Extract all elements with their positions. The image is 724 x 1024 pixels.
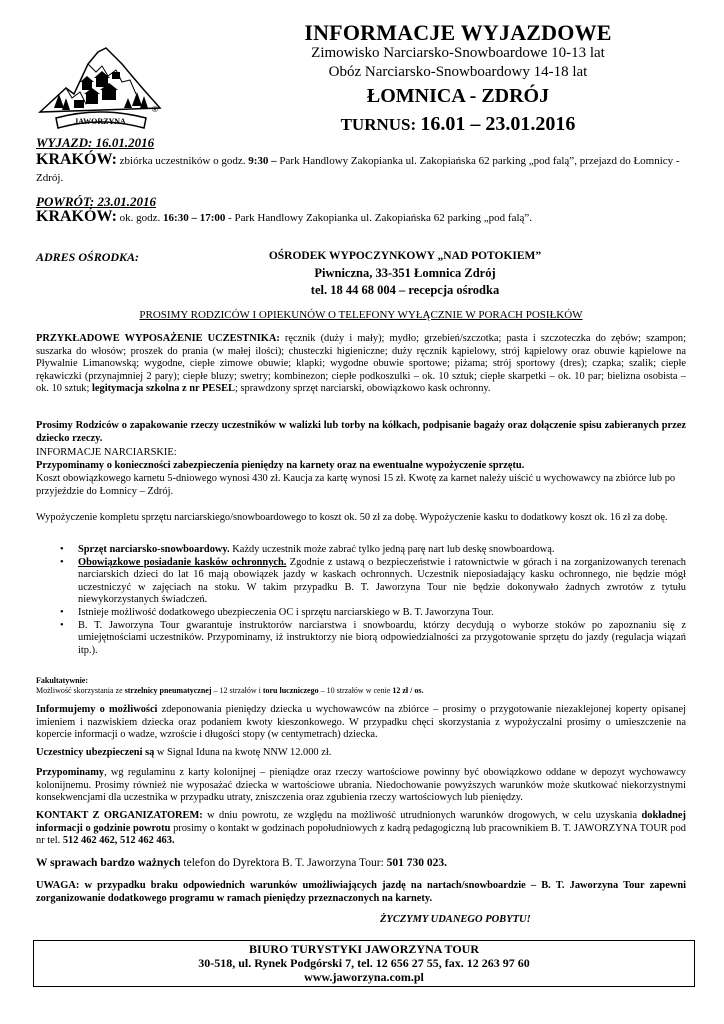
footer-company: BIURO TURYSTYKI JAWORZYNA TOUR: [249, 942, 479, 956]
location-title: ŁOMNICA - ZDRÓJ: [366, 85, 550, 107]
optional-label: Fakultatywnie:: [36, 676, 88, 685]
list-item: • Istnieje możliwość dodatkowego ubezpieczenia OC i sprzętu narciarskiego w B. T. Jaworzyna Tour.: [60, 606, 494, 618]
ski-pass-cost: Koszt obowiązkowego karnetu 5-dniowego wynosi 430 zł. Kaucja za kartę wynosi 15 zł. Kwotę za karnet należy uiścić u wychowawcy na zbiórce lub po przyjeździe do Łomnicy – Zdrój.: [36, 473, 676, 497]
bullet-mark: •: [60, 606, 64, 618]
packing-note: Prosimy Rodziców o zapakowanie rzeczy uczestników w walizki lub torby na kółkach, podpisanie bagaży oraz dołączenie spisu zabieranych przez dziecko rzeczy.: [36, 420, 686, 444]
bullet-mark: •: [60, 556, 64, 568]
equipment-paragraph: PRZYKŁADOWE WYPOSAŻENIE UCZESTNIKA: ręcznik (duży i mały); mydło; grzebień/szczotka; pasta i szczoteczka do zębów; szampon; suszarka do włosów; proszek do prania (w małej ilości); chusteczki higieniczne; duży ręcznik kąpielowy, strój kąpielowy oraz obuwie kąpielowe na Pływalnie Limanowską; wygodne, ciepłe zimowe obuwie; klapki; wygodne obuwie sportowe; piżama; strój sportowy (dres); czapka; szalik; ciepłe rękawiczki (przynajmniej 2 pary); ciepłe bluzy; swetry; kombinezon; ciepłe podkoszulki – ok. 10 sztuk; ciepłe skarpetki – ok. 10 par; bielizna osobista – ok. 10 sztuk; legitymacja szkolna z nr PESEL; sprawdzony sprzęt narciarski, obowiązkowo kask ochronny.: [36, 333, 686, 395]
warning-paragraph: UWAGA: w przypadku braku odpowiednich warunków umożliwiających jazdę na nartach/snowboardzie – B. T. Jaworzyna Tour zapewni zorganizowanie dodatkowego programu w ramach pieniędzy przeznaczonych na karnety.: [36, 880, 686, 904]
turnus-label: TURNUS:: [340, 115, 421, 134]
director-paragraph: W sprawach bardzo ważnych telefon do Dyrektora B. T. Jaworzyna Tour: 501 730 023.: [36, 857, 448, 869]
closing-wish: ŻYCZYMY UDANEGO POBYTU!: [380, 914, 531, 925]
turnus-dates: 16.01 – 23.01.2016: [420, 113, 576, 135]
bullet-mark: •: [60, 619, 64, 631]
departure-text: KRAKÓW: zbiórka uczestników o godz. 9:30 – Park Handlowy Zakopianka ul. Zakopiańska 62 parking „pod falą”, przejazd do Łomnicy - Zdrój.: [36, 151, 680, 184]
center-phone: tel. 18 44 68 004 – recepcja ośrodka: [310, 283, 500, 297]
subtitle-winter-camp: Zimowisko Narciarsko-Snowboardowe 10-13 lat: [311, 45, 605, 61]
return-heading: POWRÓT: 23.01.2016: [36, 194, 157, 209]
optional-text: Możliwość skorzystania ze strzelnicy pneumatycznej – 12 strzałów i toru luczniczego – 10 strzałów w cenie 12 zł / os.: [36, 686, 424, 695]
return-city: KRAKÓW:: [36, 208, 117, 225]
turnus-line: [248, 113, 668, 136]
valuables-paragraph: Przypominamy, wg regulaminu z karty kolonijnej – pieniądze oraz rzeczy wartościowe powinny być obowiązkowo oddane w depozyt wychowawcy kolonijnemu. Prosimy również nie wyposażać dziecka w wartościowe ubrania. Niedochowanie powyższych warunków może skutkować niekorzystnymi konsekwencjami dla uczestnika w przypadku utraty, zniszczenia oraz zgubienia rzeczy wartościowych lub pieniędzy.: [36, 767, 686, 804]
insurance-paragraph: Uczestnicy ubezpieczeni są w Signal Iduna na kwotę NNW 12.000 zł.: [36, 747, 332, 758]
ski-rules-list: [56, 544, 686, 657]
ski-info-label: INFORMACJE NARCIARSKIE:: [36, 447, 177, 458]
footer-box: [33, 940, 695, 987]
page-title: INFORMACJE WYJAZDOWE: [304, 20, 612, 45]
list-item: • Obowiązkowe posiadanie kasków ochronnych. Zgodnie z ustawą o bezpieczeństwie i ratownictwie w górach i na zorganizowanych terenach narciarskich dzieci do lat 16 mają obowiązek jazdy w kaskach ochronnych. Uczestnik nieposiadający kasku ochronnego, nie będzie mógł uczestniczyć w zajęciach na stoku. W takim przypadku B. T. Jaworzyna Tour nie będzie dokonywało żadnych zwrotów z tytułu niewykorzystanych świadczeń.: [60, 556, 686, 606]
money-deposit-paragraph: Informujemy o możliwości zdeponowania pieniędzy dziecka u wychowawców na zbiórce – prosimy o przygotowanie niezaklejonej koperty opisanej imieniem i nazwiskiem dziecka oraz podaniem kwoty kieszonkowego. W przypadku chęci skorzystania z wypożyczalni prosimy o umieszczenie na kopercie informacji o wadze, wzroście i długości stopy (w centymetrach) dziecka.: [36, 704, 686, 741]
address-label: ADRES OŚRODKA:: [36, 250, 140, 264]
equipment-label: PRZYKŁADOWE WYPOSAŻENIE UCZESTNIKA:: [36, 333, 280, 344]
return-text: KRAKÓW: ok. godz. 16:30 – 17:00 - Park Handlowy Zakopianka ul. Zakopiańska 62 parking „pod falą”.: [36, 208, 533, 225]
bullet-mark: •: [60, 544, 64, 555]
departure-city: KRAKÓW:: [36, 151, 117, 168]
footer-address: 30-518, ul. Rynek Podgórski 7, tel. 12 656 27 55, fax. 12 263 97 60: [198, 956, 530, 970]
subtitle-ski-camp: Obóz Narciarsko-Snowboardowy 14-18 lat: [328, 64, 588, 80]
mountain-village-logo-icon: [36, 42, 164, 132]
ski-pass-reminder: Przypominamy o konieczności zabezpieczenia pieniędzy na karnety oraz na ewentualne wypożyczenie sprzętu.: [36, 460, 525, 471]
phone-notice: PROSIMY RODZICÓW I OPIEKUNÓW O TELEFONY WYŁĄCZNIE W PORACH POSIŁKÓW: [139, 309, 583, 321]
contact-paragraph: KONTAKT Z ORGANIZATOREM: w dniu powrotu, ze względu na możliwość utrudnionych warunków drogowych, w celu uzyskania dokładnej informacji o godzinie powrotu prosimy o kontakt w godzinach popołudniowych z kadrą pedagogiczną lub pracownikiem B. T. JAWORZYNA TOUR pod nr tel. 512 462 462, 512 462 463.: [36, 810, 686, 847]
departure-heading: WYJAZD: 16.01.2016: [36, 135, 155, 150]
list-item: • B. T. Jaworzyna Tour gwarantuje instruktorów narciarstwa i snowboardu, którzy decydują o wyborze stoków po zapoznaniu się z umiejętnościami uczestników. Przypominamy, iż instruktorzy nie biorą odpowiedzialności za przygotowanie sprzętu do jazdy (regulacja wiązań itp.).: [60, 619, 686, 656]
rental-cost: Wypożyczenie kompletu sprzętu narciarskiego/snowboardowego to koszt ok. 50 zł za dobę. Wypożyczenie kasku to dodatkowy koszt ok. 16 zł za dobę.: [36, 512, 668, 523]
jaworzyna-logo: [36, 42, 164, 132]
logo-brand-text: JAWORZYNA: [74, 117, 126, 126]
center-address: Piwniczna, 33-351 Łomnica Zdrój: [314, 266, 496, 280]
footer-website[interactable]: www.jaworzyna.com.pl: [304, 970, 424, 984]
list-item: • Sprzęt narciarsko-snowboardowy. Każdy uczestnik może zabrać tylko jedną parę nart lub deskę snowboardową.: [60, 544, 555, 555]
registered-mark: ®: [152, 105, 158, 114]
center-name: OŚRODEK WYPOCZYNKOWY „NAD POTOKIEM”: [268, 250, 542, 262]
